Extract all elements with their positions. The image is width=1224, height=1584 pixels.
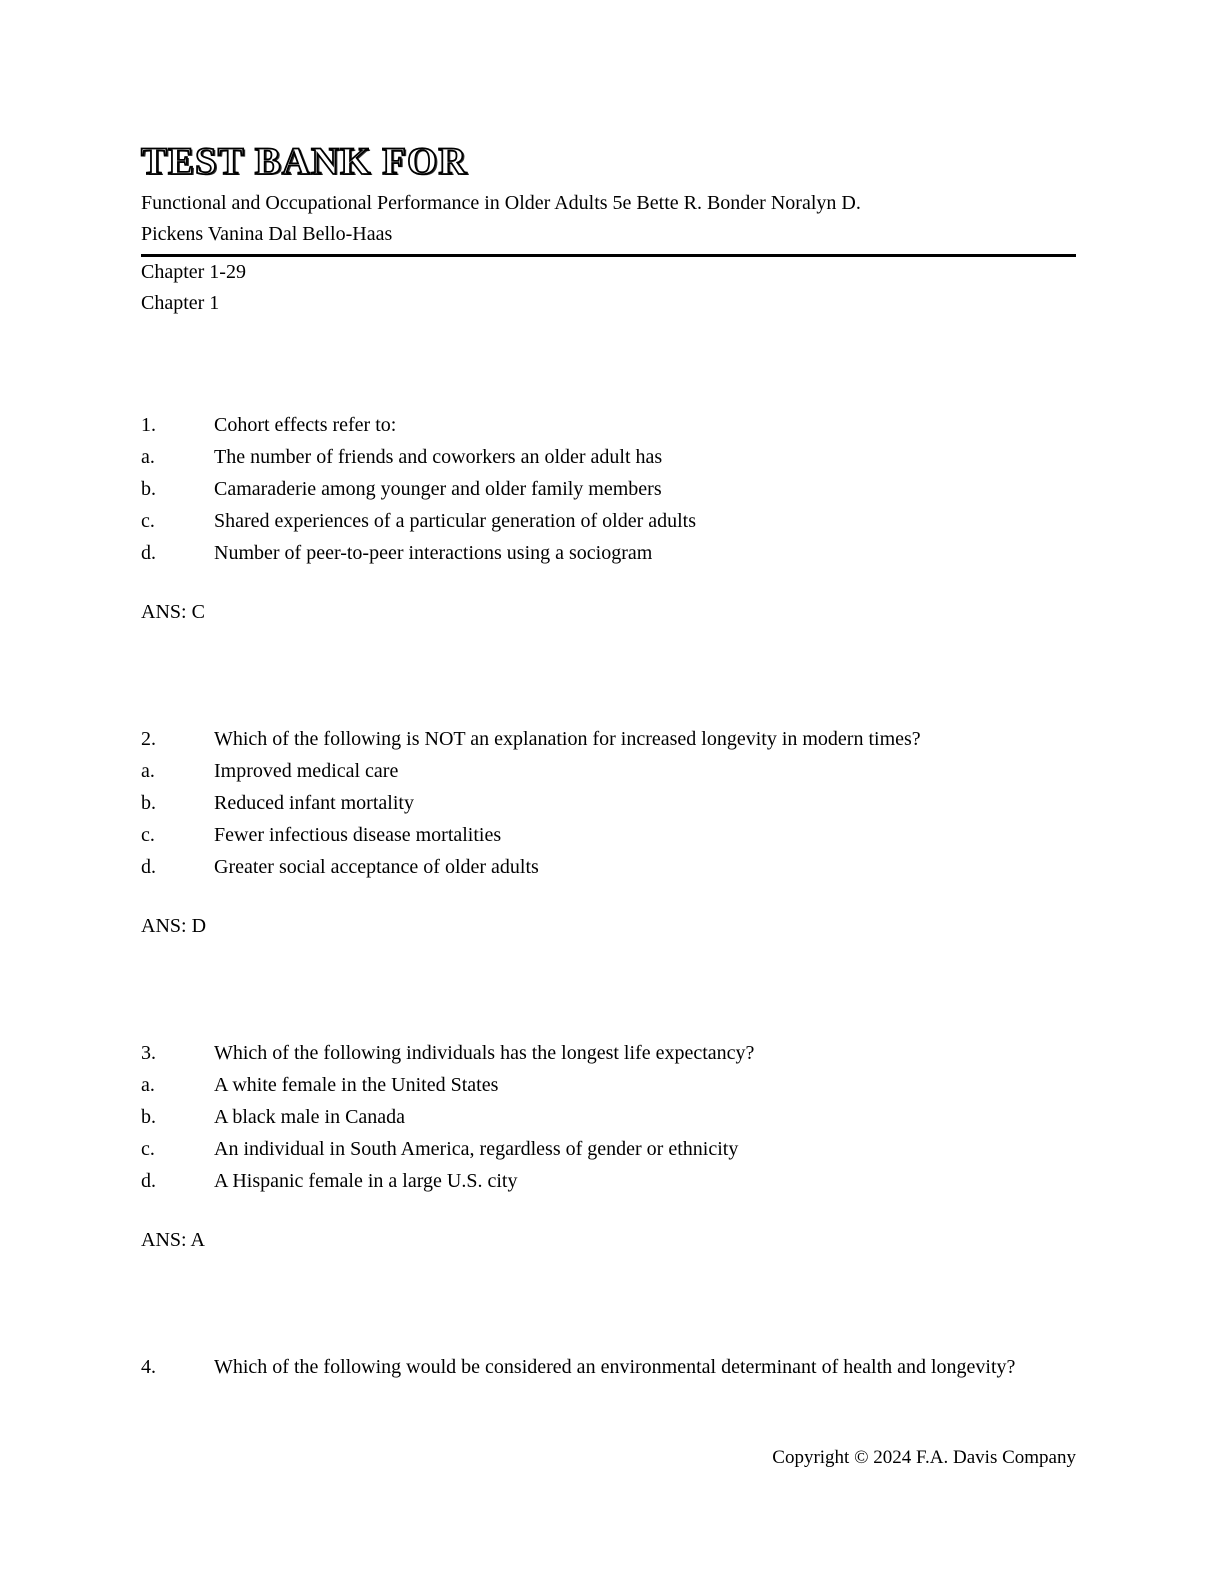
subtitle-line-2: Pickens Vanina Dal Bello-Haas <box>141 223 393 245</box>
question-row <box>141 1069 1076 1101</box>
option-label: b. <box>141 792 156 814</box>
question-block <box>141 409 1076 628</box>
option-text: An individual in South America, regardless of gender or ethnicity <box>214 1138 739 1160</box>
questions-section <box>141 409 1076 1383</box>
option-label: a. <box>141 1074 155 1096</box>
question-row <box>141 819 1076 851</box>
subtitle-line-1: Functional and Occupational Performance in Older Adults 5e Bette R. Bonder Noralyn D. <box>141 192 861 214</box>
question-row <box>141 409 1076 441</box>
question-text: Which of the following is NOT an explanation for increased longevity in modern times? <box>214 728 921 750</box>
question-row <box>141 537 1076 569</box>
question-block <box>141 1037 1076 1256</box>
question-number: 1. <box>141 414 156 436</box>
question-text: Which of the following would be considered an environmental determinant of health and longevity? <box>214 1356 1016 1378</box>
question-row <box>141 755 1076 787</box>
option-text: Fewer infectious disease mortalities <box>214 824 502 846</box>
option-label: c. <box>141 510 155 532</box>
question-row <box>141 1165 1076 1197</box>
option-label: a. <box>141 760 155 782</box>
question-row <box>141 1133 1076 1165</box>
question-row <box>141 473 1076 505</box>
option-label: d. <box>141 542 156 564</box>
question-text: Cohort effects refer to: <box>214 414 397 436</box>
option-text: Reduced infant mortality <box>214 792 414 814</box>
option-text: Number of peer-to-peer interactions using a sociogram <box>214 542 653 564</box>
option-text: The number of friends and coworkers an older adult has <box>214 446 663 468</box>
question-row <box>141 1351 1076 1383</box>
option-label: c. <box>141 824 155 846</box>
document-title: TEST BANK FOR <box>141 140 468 183</box>
question-row <box>141 441 1076 473</box>
question-row <box>141 851 1076 883</box>
option-label: d. <box>141 1170 156 1192</box>
question-number: 3. <box>141 1042 156 1064</box>
question-text: Which of the following individuals has the longest life expectancy? <box>214 1042 755 1064</box>
option-label: d. <box>141 856 156 878</box>
question-number: 2. <box>141 728 156 750</box>
chapter-range: Chapter 1-29 <box>141 261 246 283</box>
option-label: b. <box>141 478 156 500</box>
question-block <box>141 1351 1076 1383</box>
answer-label: ANS: D <box>141 915 207 937</box>
option-label: c. <box>141 1138 155 1160</box>
question-row <box>141 787 1076 819</box>
option-text: Improved medical care <box>214 760 399 782</box>
option-text: A white female in the United States <box>214 1074 499 1096</box>
page-footer: Copyright © 2024 F.A. Davis Company <box>772 1447 1076 1468</box>
option-text: A Hispanic female in a large U.S. city <box>214 1170 518 1192</box>
option-label: a. <box>141 446 155 468</box>
document-header <box>141 140 1076 319</box>
answer-label: ANS: C <box>141 601 205 623</box>
question-number: 4. <box>141 1356 156 1378</box>
option-text: Shared experiences of a particular generation of older adults <box>214 510 697 532</box>
chapter-current: Chapter 1 <box>141 292 220 314</box>
option-text: Camaraderie among younger and older family members <box>214 478 662 500</box>
question-row <box>141 1037 1076 1069</box>
answer-label: ANS: A <box>141 1229 205 1251</box>
question-row <box>141 723 1076 755</box>
document-subtitle <box>141 188 1076 250</box>
option-text: Greater social acceptance of older adults <box>214 856 539 878</box>
option-text: A black male in Canada <box>214 1106 406 1128</box>
question-block <box>141 723 1076 942</box>
question-row <box>141 1101 1076 1133</box>
question-row <box>141 505 1076 537</box>
option-label: b. <box>141 1106 156 1128</box>
